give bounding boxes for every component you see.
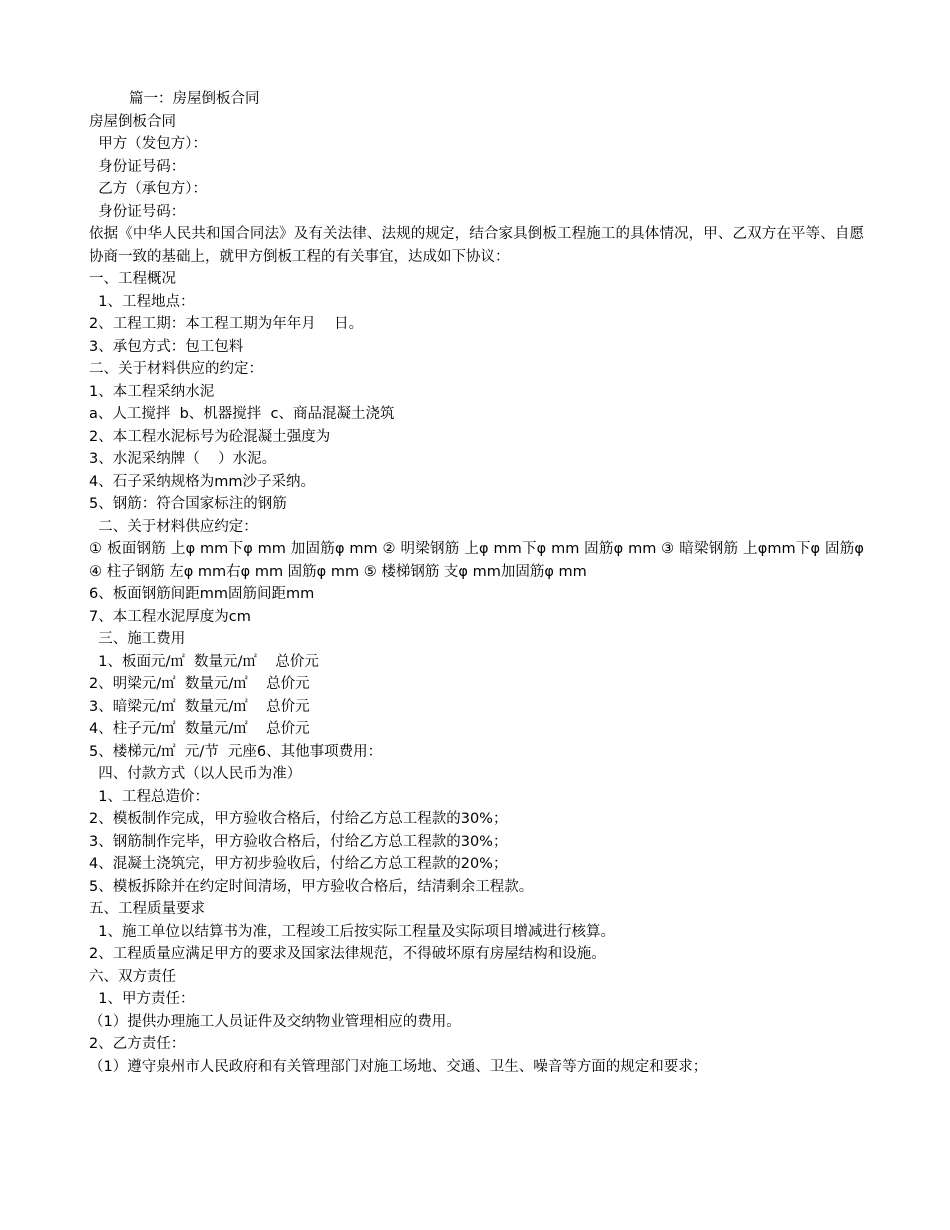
clause-line: （1）遵守泉州市人民政府和有关管理部门对施工场地、交通、卫生、噪音等方面的规定和要求； <box>89 1058 708 1075</box>
clause-line: 2、模板制作完成，甲方验收合格后，付给乙方总工程款的30%； <box>89 811 508 827</box>
clause-line: 5、楼梯元/㎡ 元/节 元座6、其他事项费用： <box>89 743 383 760</box>
party-b-label: 乙方（承包方）： <box>89 181 207 197</box>
clause-line: a、人工搅拌 b、机器搅拌 c、商品混凝土浇筑 <box>89 406 395 422</box>
contract-body <box>89 88 864 1078</box>
clause-line: 1、工程地点： <box>89 293 195 310</box>
clause-line: 4、柱子元/㎡ 数量元/㎡ 总价元 <box>89 721 310 737</box>
clause-line: 1、本工程采纳水泥 <box>89 383 215 400</box>
section-heading: 五、工程质量要求 <box>89 901 205 917</box>
clause-line: 3、钢筋制作完毕，甲方验收合格后，付给乙方总工程款的30%； <box>89 833 508 850</box>
clause-line: 2、明梁元/㎡ 数量元/㎡ 总价元 <box>89 676 310 692</box>
clause-line: 5、钢筋：符合国家标注的钢筋 <box>89 496 287 512</box>
clause-line: 3、水泥采纳牌（ ）水泥。 <box>89 451 277 467</box>
clause-line: 1、施工单位以结算书为准，工程竣工后按实际工程量及实际项目增减进行核算。 <box>89 923 615 940</box>
section-title: 篇一：房屋倒板合同 <box>129 91 260 107</box>
clause-line: 5、模板拆除并在约定时间清场，甲方验收合格后，结清剩余工程款。 <box>89 878 534 895</box>
preamble-paragraph: 依据《中华人民共和国合同法》及有关法律、法规的规定，结合家具倒板工程施工的具体情况，甲、乙双方在平等、自愿协商一致的基础上，就甲方倒板工程的有关事宜，达成如下协议： <box>89 226 864 265</box>
contract-title: 房屋倒板合同 <box>89 113 176 130</box>
clause-line: 1、板面元/㎡ 数量元/㎡ 总价元 <box>89 653 319 670</box>
party-a-id-label: 身份证号码： <box>89 158 186 175</box>
section-heading: 三、施工费用 <box>89 631 186 647</box>
clause-line: 7、本工程水泥厚度为cm <box>89 608 251 625</box>
clause-line: 4、石子采纳规格为mm沙子采纳。 <box>89 473 315 490</box>
clause-line: （1）提供办理施工人员证件及交纳物业管理相应的费用。 <box>89 1013 461 1030</box>
clause-line: 1、甲方责任： <box>89 991 195 1007</box>
section-heading: 六、双方责任 <box>89 968 176 985</box>
clause-line: 6、板面钢筋间距mm固筋间距mm <box>89 586 315 602</box>
clause-line: 2、乙方责任： <box>89 1036 186 1052</box>
clause-line: 2、本工程水泥标号为砼混凝土强度为 <box>89 428 331 445</box>
section-heading: 二、关于材料供应的约定： <box>89 361 263 377</box>
clause-line: 4、混凝土浇筑完，甲方初步验收后，付给乙方总工程款的20%； <box>89 856 508 872</box>
section-heading: 一、工程概况 <box>89 271 176 287</box>
section-heading: 四、付款方式（以人民币为准） <box>89 766 302 782</box>
clause-line: 2、工程工期：本工程工期为年年月 日。 <box>89 316 364 332</box>
rebar-spec-paragraph: ① 板面钢筋 上φ mm下φ mm 加固筋φ mm ② 明梁钢筋 上φ mm下φ mm 固筋φ mm ③ 暗梁钢筋 上φmm下φ 固筋φ④ 柱子钢筋 左φ mm右φ mm 固筋φ mm ⑤ 楼梯钢筋 支φ mm加固筋φ mm <box>89 541 864 580</box>
party-a-label: 甲方（发包方）： <box>89 136 207 152</box>
section-heading: 二、关于材料供应约定： <box>89 518 258 535</box>
clause-line: 3、承包方式：包工包料 <box>89 338 244 355</box>
clause-line: 3、暗梁元/㎡ 数量元/㎡ 总价元 <box>89 698 310 715</box>
clause-line: 1、工程总造价： <box>89 788 209 805</box>
party-b-id-label: 身份证号码： <box>89 203 186 220</box>
clause-line: 2、工程质量应满足甲方的要求及国家法律规范，不得破坏原有房屋结构和设施。 <box>89 946 606 962</box>
